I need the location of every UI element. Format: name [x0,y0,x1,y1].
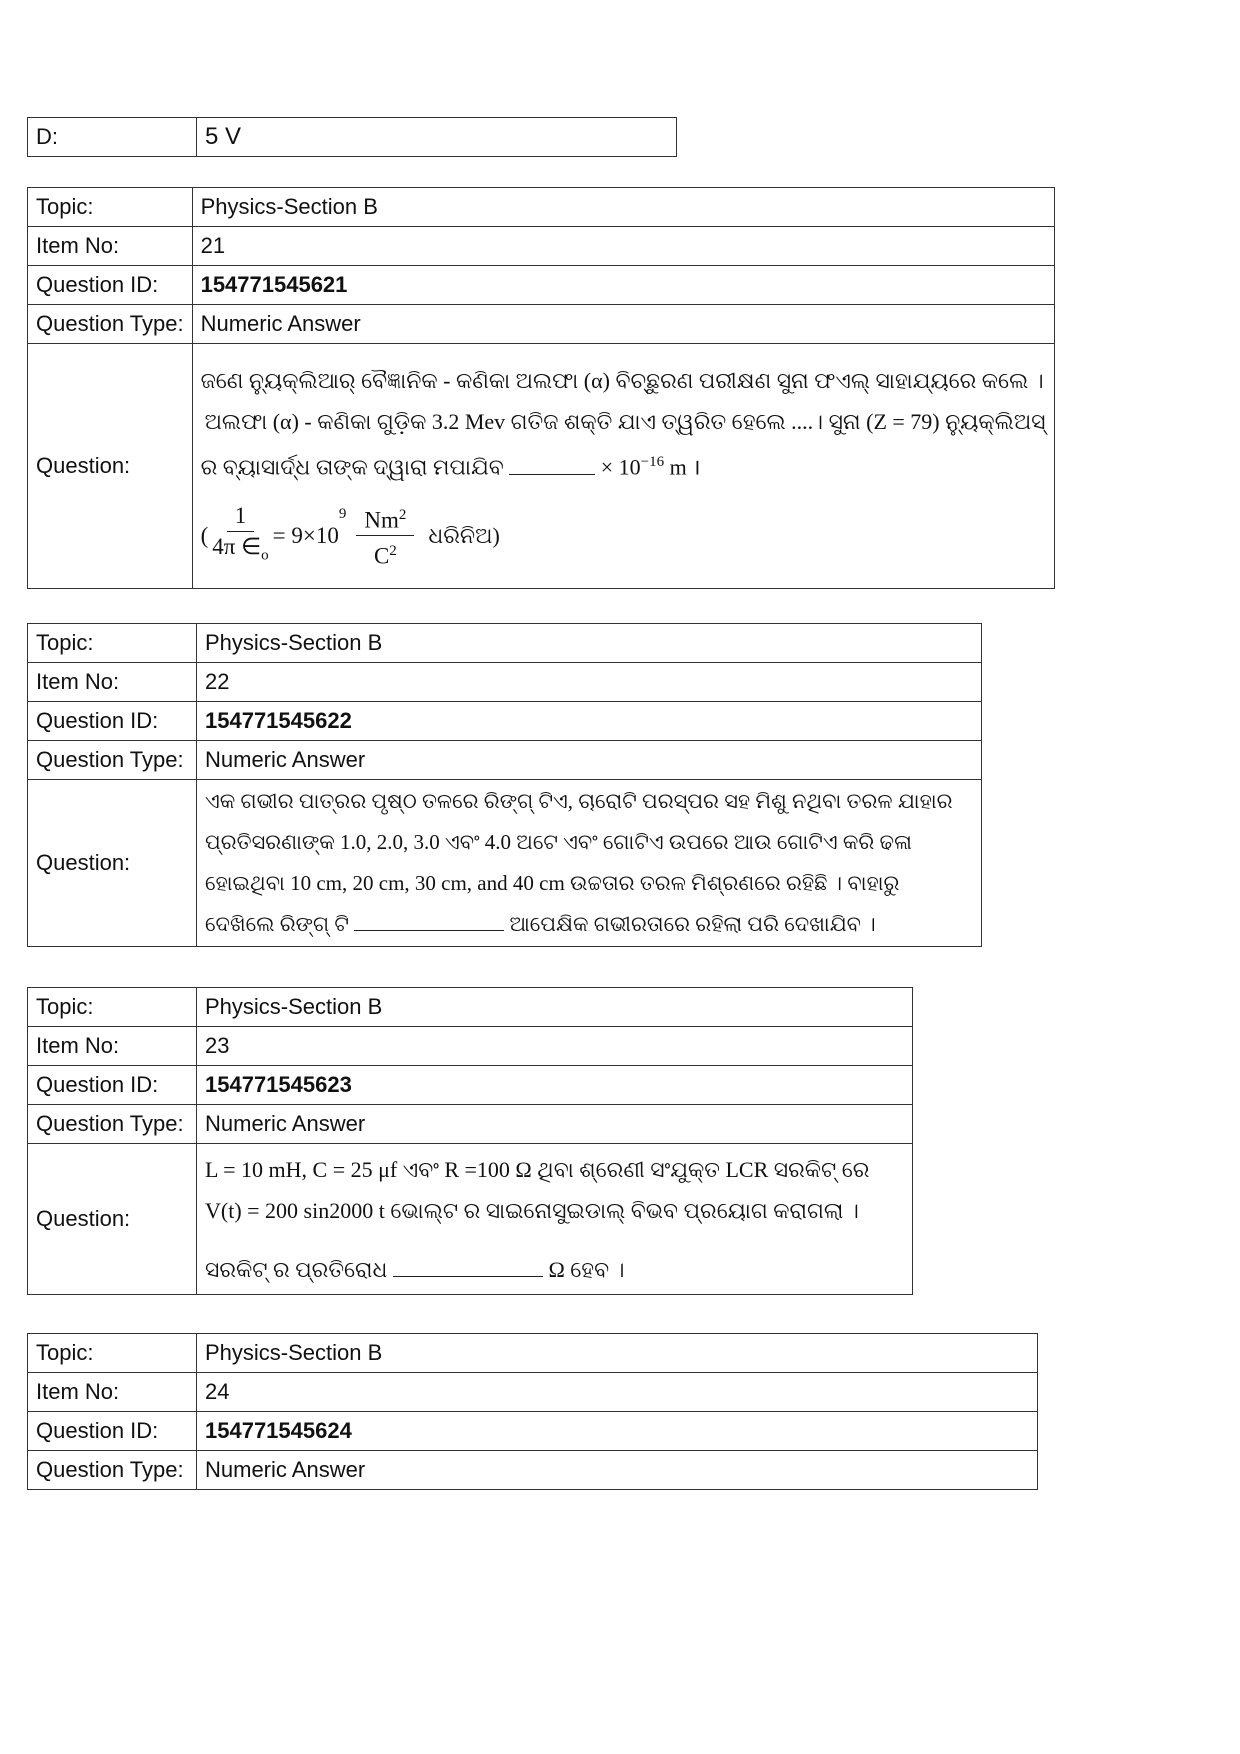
question-line: ପ୍ରତିସରଣାଙ୍କ 1.0, 2.0, 3.0 ଏବଂ 4.0 ଅଟେ ଏବଂ ଗୋଟିଏ ଉପରେ ଆଉ ଗୋଟିଏ କରି ଢଳା [205,830,912,854]
question-id-value: 154771545621 [192,266,1054,305]
question-text: ର ବ୍ୟାସାର୍ଦ୍ଧ ତାଙ୍କ ଦ୍ୱାରା ମପାଯିବ [200,454,504,480]
unit-exponent: −16 [640,454,665,471]
question-type-value: Numeric Answer [197,1105,913,1144]
question-type-label: Question Type: [28,1105,197,1144]
formula-open: ( [200,522,209,548]
question-id-row [28,266,1055,305]
denominator-text: 4π ∈ [212,533,262,559]
answer-blank [509,454,595,475]
item-no-value: 21 [192,227,1054,266]
topic-row [28,988,913,1027]
topic-value: Physics-Section B [192,188,1054,227]
question-label: Question: [28,344,193,589]
item-no-label: Item No: [28,227,193,266]
formula [201,500,1046,572]
question-row [28,1144,913,1295]
unit-numerator [356,500,414,537]
topic-value: Physics-Section B [197,624,982,663]
unit-fraction [356,500,414,572]
question-line [201,442,1046,487]
question-line: L = 10 mH, C = 25 μf ଏବଂ R =100 Ω ଥିବା ଶ୍ରେଣୀ ସଂଯୁକ୍ତ LCR ସରକିଟ୍ ରେ [205,1156,870,1182]
topic-label: Topic: [28,188,193,227]
question-label: Question: [28,1144,197,1295]
question-text: ସରକିଟ୍ ର ପ୍ରତିରୋଧ [205,1256,388,1282]
question-id-row [28,702,982,741]
question-type-row [28,1105,913,1144]
question-id-row [28,1066,913,1105]
unit-denominator-exponent: 2 [389,543,397,560]
question-type-label: Question Type: [28,741,197,780]
topic-label: Topic: [28,988,197,1027]
question-id-value: 154771545622 [197,702,982,741]
unit-text: × 10 [600,454,641,480]
question-id-label: Question ID: [28,702,197,741]
formula-mid-exponent: 9 [338,505,347,522]
topic-row [28,188,1055,227]
question-row [28,780,982,947]
unit-numerator-text: Nm [364,507,399,533]
question-table-24 [27,1333,1038,1490]
question-id-value: 154771545624 [197,1412,1038,1451]
question-label: Question: [28,780,197,947]
topic-label: Topic: [28,1334,197,1373]
question-body [197,1144,913,1295]
formula-fraction [212,501,268,571]
fraction-numerator: 1 [227,501,255,532]
question-line: ଅଲଫା (α) - କଣିକା ଗୁଡ଼ିକ 3.2 Mev ଗତିଜ ଶକ୍ତି ଯାଏ ତ୍ୱରିତ ହେଲେ ....। ସୁନା (Z = 79) ନ୍ୟୁକ୍ଲିଅସ୍ [204,409,1046,435]
item-no-label: Item No: [28,1027,197,1066]
question-table-21 [27,187,1055,589]
option-value: 5 V [197,118,677,157]
question-type-label: Question Type: [28,305,193,344]
item-no-row [28,1373,1038,1412]
option-d-row [28,118,677,157]
topic-value: Physics-Section B [197,1334,1038,1373]
question-table-23 [27,987,913,1295]
question-line: ଏକ ଗଭୀର ପାତ୍ରର ପୃଷ୍ଠ ତଳରେ ରିଙ୍ଗ୍ ଟିଏ, ଚାରୋଟି ପରସ୍ପର ସହ ମିଶୁ ନଥିବା ତରଳ ଯାହାର [205,789,953,813]
question-table-22 [27,623,982,947]
item-no-value: 22 [197,663,982,702]
option-d-table [27,117,677,157]
question-line: ହୋଇଥିବା 10 cm, 20 cm, 30 cm, and 40 cm ଉଚ୍ଚତାର ତରଳ ମିଶ୍ରଣରେ ରହିଛି । ବାହାରୁ [205,871,900,895]
question-text: ଆପେକ୍ଷିକ ଗଭୀରତାରେ ରହିଲା ପରି ଦେଖାଯିବ । [509,912,876,936]
question-type-value: Numeric Answer [197,741,982,780]
option-label: D: [28,118,197,157]
question-line: V(t) = 200 sin2000 t ଭୋଲ୍ଟ ର ସାଇନୋସୁଇଡାଲ୍ ବିଭବ ପ୍ରୟୋଗ କରାଗଲା । [205,1197,859,1223]
question-id-label: Question ID: [28,1066,197,1105]
topic-value: Physics-Section B [197,988,913,1027]
formula-close: ଧରିନିଅ) [428,522,500,548]
unit-numerator-exponent: 2 [398,506,407,523]
unit-end: m । [669,454,701,480]
question-id-value: 154771545623 [197,1066,913,1105]
question-row [28,344,1055,589]
formula-mid: = 9×10 [272,522,339,548]
question-line [205,1249,904,1290]
question-type-row [28,305,1055,344]
question-id-row [28,1412,1038,1451]
question-id-label: Question ID: [28,1412,197,1451]
question-text: ଦେଖିଲେ ରିଙ୍ଗ୍ ଟି [205,912,349,936]
item-no-label: Item No: [28,663,197,702]
question-type-row [28,1451,1038,1490]
question-line [205,904,973,945]
answer-blank [393,1256,543,1277]
question-type-label: Question Type: [28,1451,197,1490]
question-type-value: Numeric Answer [192,305,1054,344]
question-type-value: Numeric Answer [197,1451,1038,1490]
question-id-label: Question ID: [28,266,193,305]
unit-denominator-text: C [373,543,390,569]
topic-row [28,624,982,663]
unit-denominator [374,536,397,572]
item-no-row [28,227,1055,266]
question-body [197,780,982,947]
item-no-value: 23 [197,1027,913,1066]
item-no-label: Item No: [28,1373,197,1412]
topic-row [28,1334,1038,1373]
topic-label: Topic: [28,624,197,663]
item-no-row [28,1027,913,1066]
denominator-subscript: o [261,547,269,564]
answer-blank [354,910,504,931]
item-no-value: 24 [197,1373,1038,1412]
question-line: ଜଣେ ନ୍ୟୁକ୍ଲିଆର୍ ବୈଜ୍ଞାନିକ - କଣିକା ଅଲଫା (α) ବିଚ୍ଛୁରଣ ପରୀକ୍ଷଣ ସୁନା ଫଏଲ୍ ସାହାଯ୍ୟରେ କଲେ । [200,368,1044,394]
fraction-denominator [212,532,268,571]
item-no-row [28,663,982,702]
question-text: Ω ହେବ । [548,1256,625,1282]
question-body [192,344,1054,589]
question-type-row [28,741,982,780]
